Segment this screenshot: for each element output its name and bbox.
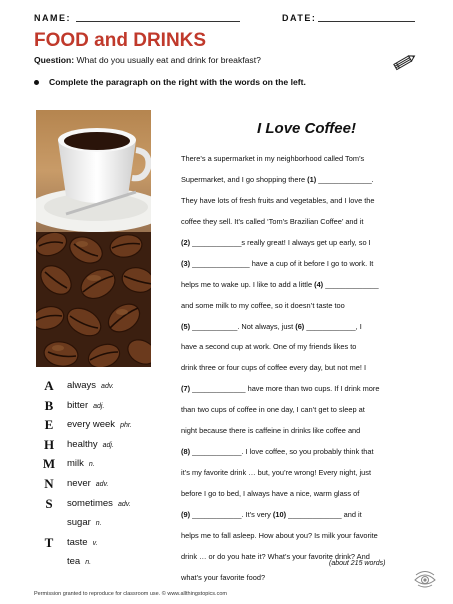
story-text: have a second cup at work. One of my friends likes to (181, 342, 357, 352)
index-letter: E (44, 417, 54, 433)
story-text: _____________. (316, 174, 374, 184)
part-of-speech: n. (88, 461, 95, 469)
story-line (181, 505, 429, 526)
part-of-speech: adv. (101, 383, 114, 390)
blank-number: (1) (307, 174, 317, 184)
story-text: ___________. Not always, just (190, 321, 296, 331)
page-title: FOOD and DRINKS (34, 30, 207, 51)
story-line (181, 254, 429, 275)
story-text: helps me to fall asleep. How about you? Is milk your favorite (181, 530, 378, 540)
story-text: than two cups of coffee in one day, I can’t get to sleep at (181, 405, 365, 415)
story-line (181, 170, 429, 191)
coffee-beans-photo (36, 232, 151, 367)
part-of-speech: adv. (95, 480, 109, 488)
story-text: ____________, I (304, 321, 362, 331)
story-title: I Love Coffee! (257, 120, 356, 137)
story-line (181, 484, 429, 505)
word: healthy (67, 438, 98, 450)
eye-logo-icon (413, 569, 437, 594)
story-text: ____________. It’s very (190, 509, 273, 519)
word: bitter (67, 399, 89, 411)
word-bank-item (67, 474, 167, 494)
story-line (181, 191, 429, 212)
blank-number: (4) (314, 279, 324, 289)
story-line (181, 547, 429, 568)
word-bank-item (67, 415, 167, 435)
story-line (181, 212, 429, 233)
word-bank (67, 376, 167, 572)
index-letter: S (45, 495, 53, 511)
story-line (181, 358, 429, 379)
story-text: drink … or do you hate it? What’s your favorite drink? And (181, 551, 370, 561)
story-text: _____________ (323, 279, 379, 289)
story-line (181, 337, 429, 358)
date-label: DATE: (282, 13, 317, 23)
story-line (181, 149, 429, 170)
story-text: and some milk to my coffee, so it doesn’t taste too (181, 300, 345, 310)
blank-number: (6) (295, 321, 305, 331)
story-text: There’s a supermarket in my neighborhood called Tom’s (181, 154, 365, 163)
story-line (181, 379, 429, 400)
story-line (181, 568, 429, 589)
story-text: drink three or four cups of coffee every day, but not me! I (181, 363, 366, 373)
story-line (181, 317, 429, 338)
blank-number: (5) (181, 321, 191, 331)
blank-number: (7) (181, 384, 191, 394)
word-bank-item (67, 494, 167, 514)
coffee-cup-photo (36, 110, 151, 232)
word: never (67, 477, 91, 489)
story-line (181, 275, 429, 296)
story-text: night because there is caffeine in drinks like coffee and (181, 426, 361, 436)
story-text: ______________ have a cup of it before I go to work. It (190, 258, 374, 268)
part-of-speech: v. (92, 539, 98, 547)
story-text: before I go to bed, I always have a nice, warm glass of (181, 489, 360, 498)
footer-credit: Permission granted to reproduce for classroom use. © www.allthingstopics.com (34, 591, 227, 597)
story-text: helps me to wake up. I like to add a little (181, 279, 315, 289)
question (34, 55, 261, 65)
story-text: They have lots of fresh fruits and vegetables, and I love the (181, 195, 375, 205)
story-text: ____________. I love coffee, so you probably think that (190, 447, 374, 457)
blank-number: (9) (181, 509, 191, 519)
name-label: NAME: (34, 13, 71, 23)
story-line (181, 233, 429, 254)
word: taste (67, 536, 88, 548)
index-letter: M (42, 456, 56, 472)
question-label: Question: (34, 55, 75, 65)
word-bank-item (67, 552, 167, 572)
word: every week (67, 419, 116, 431)
blank-number: (3) (181, 258, 191, 268)
story-text: Supermarket, and I go shopping there (181, 174, 308, 184)
word-bank-item (67, 435, 167, 455)
index-letter: N (44, 475, 54, 491)
word-bank-item (67, 376, 167, 396)
word: milk (67, 458, 84, 470)
name-field[interactable] (76, 21, 240, 22)
word-bank-item (67, 533, 167, 553)
story-line (181, 296, 429, 317)
part-of-speech: adj. (102, 441, 114, 449)
blank-number: (2) (181, 237, 191, 247)
word-count: (about 215 words) (329, 560, 386, 567)
word: tea (67, 556, 81, 568)
date-field[interactable] (318, 21, 415, 22)
index-letter: T (44, 534, 54, 550)
story-text: ____________s really great! I always get up early, so I (190, 237, 371, 247)
story-text: coffee they sell. It’s called ‘Tom’s Brazilian Coffee’ and it (181, 216, 364, 226)
part-of-speech: adv. (117, 500, 131, 508)
word: always (67, 380, 97, 391)
index-letter (38, 552, 60, 572)
part-of-speech: phr. (120, 422, 132, 430)
part-of-speech: n. (85, 559, 92, 567)
instruction (34, 77, 306, 87)
story-line (181, 400, 429, 421)
part-of-speech: adj. (93, 402, 105, 410)
letter-column (38, 376, 60, 572)
story-text: it’s my favorite drink … but, you’re wrong! Every night, just (181, 468, 372, 478)
blank-number: (8) (181, 447, 191, 457)
word: sugar (67, 517, 91, 529)
word-bank-item (67, 396, 167, 416)
index-letter: A (44, 378, 54, 393)
story-text: _____________ have more than two cups. If I drink more (190, 384, 380, 394)
bullet-icon (34, 80, 39, 85)
story-line (181, 421, 429, 442)
story-paragraph (181, 149, 429, 589)
index-letter: H (43, 436, 55, 452)
story-line (181, 463, 429, 484)
word-bank-item (67, 513, 167, 533)
index-letter: B (44, 397, 54, 413)
story-text: _____________ and it (286, 509, 362, 519)
pencil-icon (391, 52, 417, 77)
word: sometimes (67, 497, 113, 509)
word-bank-item (67, 454, 167, 474)
question-text: What do you usually eat and drink for breakfast? (76, 55, 261, 65)
blank-number: (10) (272, 509, 287, 519)
index-letter (38, 513, 60, 533)
story-line (181, 526, 429, 547)
story-line (181, 442, 429, 463)
part-of-speech: n. (95, 520, 102, 528)
instruction-text: Complete the paragraph on the right with the words on the left. (49, 77, 306, 87)
story-text: what’s your favorite food? (181, 572, 266, 582)
